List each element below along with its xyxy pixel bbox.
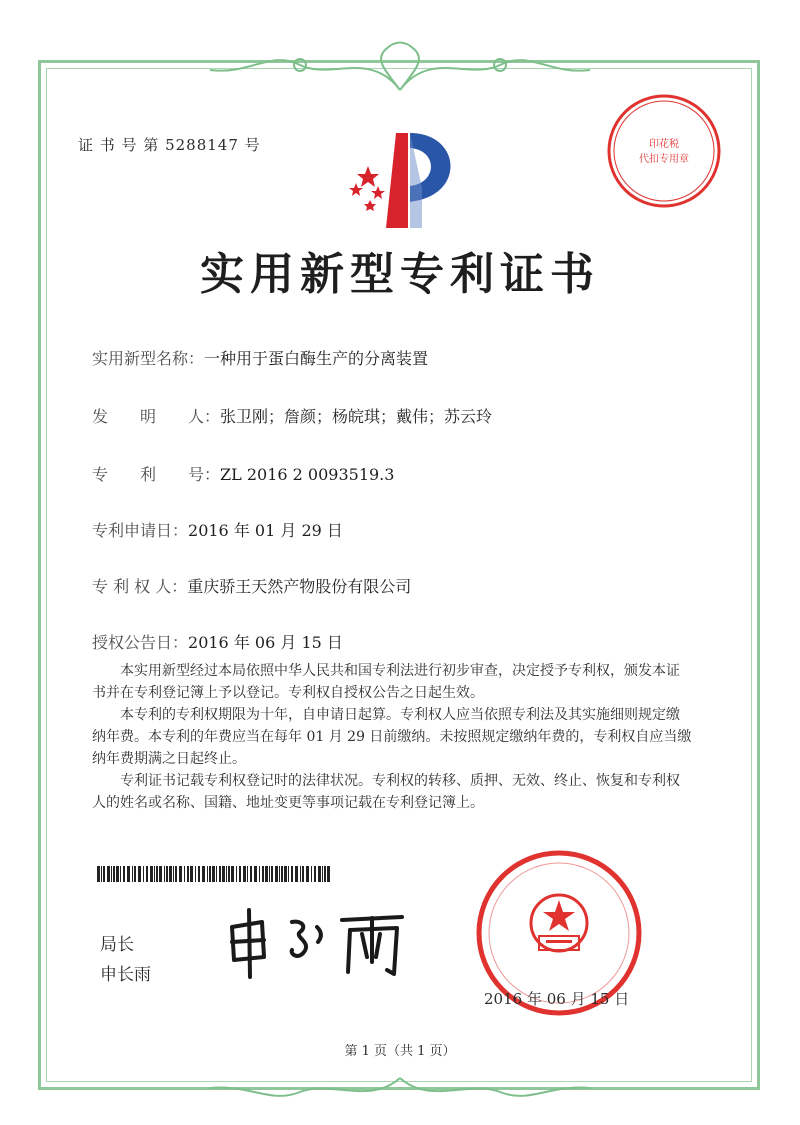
grant-date-value: 2016 年 06 月 15 日: [188, 633, 343, 652]
patent-number-value: ZL 2016 2 0093519.3: [220, 465, 395, 484]
filing-date-row: [92, 518, 343, 541]
grant-date-label: 授权公告日：: [92, 633, 189, 652]
utility-model-name-value: 一种用于蛋白酶生产的分离装置: [204, 349, 429, 368]
filing-date-label: 专利申请日：: [92, 521, 189, 540]
body-paragraph: 本专利的专利权期限为十年，自申请日起算。专利权人应当依照专利法及其实施细则规定缴纳年费。本专利的年费应当在每年 01 月 29 日前缴纳。未按照规定缴纳年费的，专利权自应当缴纳年费期满之日起终止。: [92, 707, 692, 767]
certificate-number: 证 书 号 第 5288147 号: [78, 136, 261, 154]
utility-model-name-label: 实用新型名称：: [92, 349, 205, 368]
filing-date-value: 2016 年 01 月 29 日: [188, 521, 343, 540]
body-paragraph: 本实用新型经过本局依照中华人民共和国专利法进行初步审查，决定授予专利权，颁发本证书并在专利登记簿上予以登记。专利权自授权公告之日起生效。: [92, 663, 680, 701]
patentee-value: 重庆骄王天然产物股份有限公司: [187, 577, 412, 596]
director-name: 申长雨: [100, 965, 151, 985]
cnipa-logo-icon: [338, 128, 468, 233]
inventor-label: 发 明 人：: [92, 407, 221, 426]
svg-text:代扣专用章: 代扣专用章: [639, 154, 689, 165]
inventor-value: 张卫刚；詹颜；杨皖琪；戴伟；苏云玲: [220, 407, 493, 426]
certificate-title: 实用新型专利证书: [200, 249, 600, 300]
svg-text:印花税: 印花税: [649, 139, 679, 150]
patentee-label: 专 利 权 人：: [92, 577, 188, 596]
agency-tax-seal: [605, 92, 723, 210]
certificate-body: [92, 660, 692, 814]
patent-number-row: [92, 462, 394, 485]
utility-model-name-row: [92, 346, 428, 369]
patent-number-label: 专 利 号：: [92, 465, 221, 484]
patentee-row: [92, 574, 411, 597]
page-indicator: 第 1 页（共 1 页）: [344, 1044, 456, 1059]
inventor-row: [92, 404, 492, 427]
bottom-ornament: [170, 1070, 630, 1110]
body-paragraph: 专利证书记载专利权登记时的法律状况。专利权的转移、质押、无效、终止、恢复和专利权人的姓名或名称、国籍、地址变更等事项记载在专利登记簿上。: [92, 773, 680, 811]
director-signature: [222, 902, 412, 982]
barcode: [97, 866, 333, 882]
director-title: 局长: [100, 935, 134, 955]
top-ornament: [170, 40, 630, 100]
grant-date-row: [92, 630, 343, 653]
issue-date: 2016 年 06 月 15 日: [484, 990, 630, 1008]
